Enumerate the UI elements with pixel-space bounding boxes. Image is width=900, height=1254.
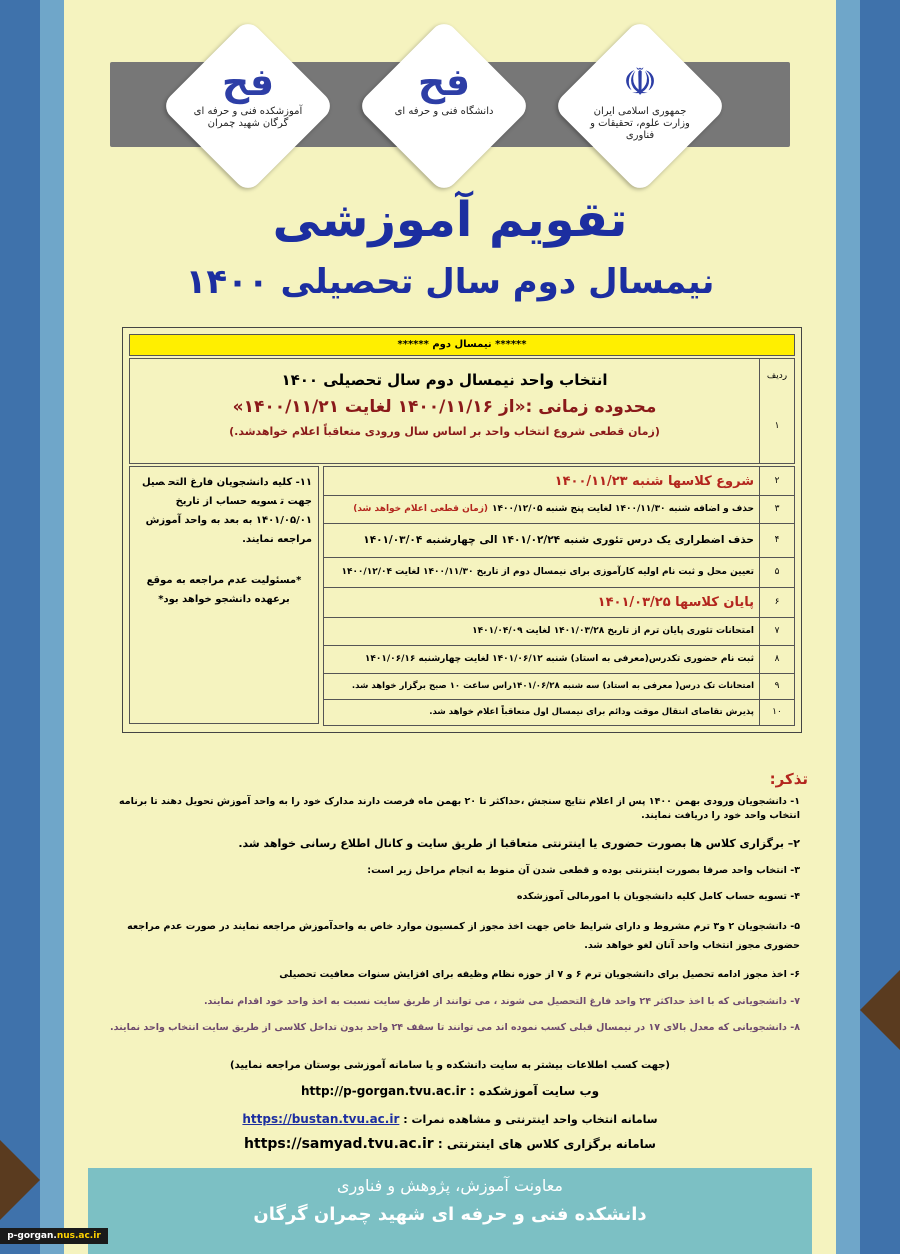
row-number: ۴ (759, 523, 794, 557)
registration-title: انتخاب واحد نیمسال دوم سال تحصیلی ۱۴۰۰ (281, 371, 608, 389)
table-row (324, 673, 794, 700)
table-row (324, 557, 794, 588)
row-text: امتحانات تئوری پایان ترم از تاریخ ۱۴۰۱/۰۳/۲۸ لغایت ۱۴۰۱/۰۴/۰۹ (472, 626, 754, 636)
website-line (200, 1084, 700, 1098)
site-tag-suffix: nus.ac.ir (56, 1231, 101, 1241)
left-outer-stripe (0, 0, 40, 1254)
iran-emblem-logo: ☫ جمهوری اسلامی ایران وزارت علوم، تحقیقات و فناوری (580, 60, 700, 142)
side-note-responsibility: *مسئولیت عدم مراجعه به موقع برعهده دانشجو خواهد بود* (146, 575, 302, 605)
row-number: ۵ (759, 557, 794, 587)
schedule-rows (323, 466, 795, 726)
list-item: ۷- دانشجویانی که با اخذ حداکثر ۲۴ واحد فارغ التحصیل می شوند ، می توانند از طریق سایت نسبت به اخذ واحد خود اقدام نمایند. (203, 995, 800, 1007)
row-text: پذیرش تقاضای انتقال موقت ودائم برای نیمسال اول متعاقباً اعلام خواهد شد. (429, 707, 754, 717)
registration-content (130, 359, 759, 463)
list-item: ۱- دانشجویان ورودی بهمن ۱۴۰۰ پس از اعلام نتایج سنجش ،حداکثر تا ۲۰ بهمن ماه فرصت دارند مدارک خود را به واحد آموزش تحویل دهند تا برنامه انتخاب واحد خود را دریافت نمایند. (119, 796, 800, 822)
table-row (324, 699, 794, 725)
row-text: تعیین محل و ثبت نام اولیه کارآموزی برای نیمسال دوم از تاریخ ۱۴۰۰/۱۱/۳۰ لغایت ۱۴۰۰/۱۲/۰۴ (341, 567, 754, 577)
reminder-list (110, 795, 800, 1047)
table-row (324, 495, 794, 524)
bustan-line (200, 1112, 700, 1126)
row-number: ۳ (759, 495, 794, 523)
table-row (324, 523, 794, 558)
table-row (324, 645, 794, 674)
samyad-label: سامانه برگزاری کلاس های اینترنتی : (437, 1137, 656, 1151)
row-text (328, 495, 754, 523)
row-text: شروع کلاسها شنبه ۱۴۰۰/۱۱/۲۳ (554, 473, 754, 489)
list-item: ۳- انتخاب واحد صرفا بصورت اینترنتی بوده و قطعی شدن آن منوط به انجام مراحل زیر است: (367, 865, 800, 876)
tvu-mark-icon: ﻓﺢ (417, 60, 471, 104)
row-text-main: حذف و اضافه شنبه ۱۴۰۰/۱۱/۳۰ لغایت پنج شنبه ۱۴۰۰/۱۲/۰۵ (492, 504, 754, 514)
calendar-table (122, 327, 802, 733)
right-triangle-decoration (860, 970, 900, 1050)
row-text-extra: (زمان قطعی اعلام خواهد شد) (353, 504, 489, 514)
table-row (324, 617, 794, 646)
side-note-clearance: ۱۱- کلیه داﻧﺸﺠﻮﯾﺎن ﻓﺎرغ اﻟﺘﺤ ﺼﯿﻞ ﺟﻬﺖ ﺗ ﺴﻮﯾﻪ حساب از تاریخ ۱۴۰۱/۰۵/۰۱ به بعد به واحد آموزش مراجعه نمایند. (141, 477, 312, 545)
info-intro: (جهت کسب اطلاعات بیشتر به سایت دانشکده و یا سامانه آموزشی بوستان مراجعه نمایید) (230, 1060, 670, 1071)
registration-box (129, 358, 795, 464)
samyad-link[interactable]: https://samyad.tvu.ac.ir (244, 1136, 434, 1152)
tvu-logo: ﻓﺢ دانشگاه فنی و حرفه ای (384, 60, 504, 118)
row-number: ۹ (759, 673, 794, 699)
row-text: ثبت نام حضوری تکدرس(معرفی به استاد) شنبه ۱۴۰۱/۰۶/۱۲ لغایت چهارشنبه ۱۴۰۱/۰۶/۱۶ (364, 654, 754, 664)
website-label: وب سایت آموزشکده : (469, 1084, 600, 1098)
page-subtitle: نیمسال دوم سال تحصیلی ۱۴۰۰ (185, 262, 715, 302)
reminder-heading: تذکر: (769, 770, 808, 788)
row-number-column (759, 359, 794, 463)
table-row (324, 587, 794, 618)
row-header: ردیف (766, 371, 788, 381)
iran-emblem-icon: ☫ (622, 60, 658, 104)
row-text: حذف اضطراری یک درس تئوری شنبه ۱۴۰۱/۰۲/۲۴ الی چهارشنبه ۱۴۰۱/۰۳/۰۴ (363, 534, 754, 546)
bustan-label: سامانه انتخاب واحد اینترنتی و مشاهده نمرات : (403, 1113, 658, 1126)
row-text: پایان کلاسها ۱۴۰۱/۰۳/۲۵ (597, 594, 754, 610)
page-title: تقویم آموزشی (272, 192, 628, 248)
footer-college: دانشکده فنی و حرفه ای شهید چمران گرگان (253, 1204, 647, 1225)
table-row (324, 467, 794, 496)
list-item: ۴- تسویه حساب کامل کلیه دانشجویان با امورمالی آموزشکده (516, 891, 800, 903)
row-number: ۱ (774, 421, 780, 431)
list-item: ۲– برگزاری کلاس ها بصورت حضوری یا اینترنتی متعاقبا از طریق سایت و کانال اطلاع رسانی خواهد شد. (238, 836, 800, 850)
row-number: ۶ (759, 587, 794, 617)
tvu-mark-icon: ﻓﺢ (221, 60, 275, 104)
list-item: ۵- دانشجویان ۲ و۳ ترم مشروط و دارای شرایط خاص جهت اخذ مجوز از کمسیون موارد خاص به واحدآموزش مراجعه نمایند در صورت عدم مراجعه حضوری مجوز انتخاب واحد آنان لغو خواهد شد. (127, 920, 800, 952)
footer-department: معاونت آموزش، پژوهش و فناوری (337, 1176, 563, 1195)
site-tag-prefix: p-gorgan. (7, 1231, 57, 1241)
row-number: ۷ (759, 617, 794, 645)
side-notes (129, 466, 319, 724)
row-number: ۱۰ (759, 699, 794, 725)
list-item: ۸- دانشجویانی که معدل بالای ۱۷ در نیمسال قبلی کسب نموده اند می توانند تا سقف ۲۴ واحد بدون تداخل کلاسی از طریق سایت انتخاب واحد نمایند. (110, 1021, 800, 1033)
list-item: ۶- اخذ مجوز ادامه تحصیل برای دانشجویان ترم ۶ و ۷ از حوزه نظام وظیفه برای افزایش سنوات معافیت تحصیلی (279, 969, 800, 981)
row-number: ۲ (759, 467, 794, 495)
left-triangle-decoration (0, 1140, 40, 1220)
footer (88, 1168, 812, 1254)
samyad-line (200, 1136, 700, 1152)
registration-note: (زمان قطعی شروع انتخاب واحد بر اساس سال ورودی متعاقباً اعلام خواهدشد.) (229, 425, 660, 438)
row-text: امتحانات تک درس( معرفی به استاد) سه شنبه ۱۴۰۱/۰۶/۲۸راس ساعت ۱۰ صبح برگزار خواهد شد. (351, 681, 754, 691)
right-outer-stripe (860, 0, 900, 1254)
row-number: ۸ (759, 645, 794, 673)
website-link[interactable]: http://p-gorgan.tvu.ac.ir (300, 1084, 466, 1098)
site-tag (0, 1228, 108, 1244)
registration-range: محدوده زمانی :«از ۱۴۰۰/۱۱/۱۶ لغایت ۱۴۰۰/۱۱/۲۱» (232, 397, 657, 417)
semester-bar: ****** نیمسال دوم ****** (129, 334, 795, 356)
bustan-link[interactable]: https://bustan.tvu.ac.ir (242, 1112, 400, 1126)
shahid-chamran-logo: ﻓﺢ آموزشکده فنی و حرفه ای گرگان شهید چمران (188, 60, 308, 130)
